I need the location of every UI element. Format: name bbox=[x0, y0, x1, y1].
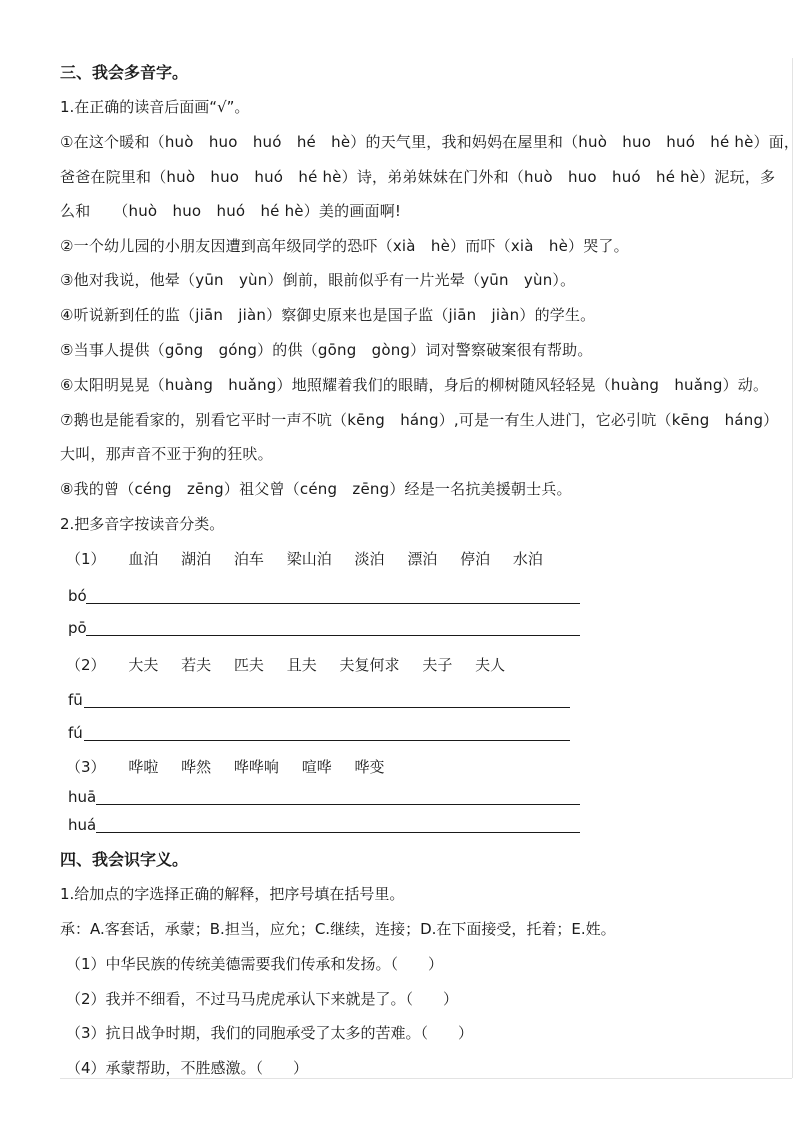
word-group-3 bbox=[66, 756, 403, 778]
word: 湖泊 bbox=[181, 550, 212, 568]
definitions: 承：A.客套话，承蒙；B.担当，应允；C.继续，连接；D.在下面接受，托着；E.姓。 bbox=[60, 920, 616, 938]
section3-q1-title: 1.在正确的读音后面画“√”。 bbox=[60, 98, 250, 116]
reading-label: fū bbox=[68, 691, 83, 709]
section3-q1-line: ⑤当事人提供（gōng góng）的供（gōng gòng）词对警察破案很有帮助。 bbox=[60, 341, 593, 359]
answer-line[interactable] bbox=[84, 707, 570, 708]
word: 夫人 bbox=[475, 656, 506, 674]
word: 夫复何求 bbox=[339, 656, 400, 674]
word: 血泊 bbox=[128, 550, 159, 568]
group-label: （2） bbox=[66, 656, 106, 674]
section3-heading: 三、我会多音字。 bbox=[60, 63, 189, 82]
word-group-1 bbox=[66, 548, 561, 570]
section3-q1-line: ①在这个暖和（huò huo huó hé hè）的天气里，我和妈妈在屋里和（huò huo huó hé hè）面， bbox=[60, 133, 800, 151]
reading-label: huá bbox=[68, 816, 97, 834]
word: 停泊 bbox=[460, 550, 491, 568]
word: 且夫 bbox=[286, 656, 317, 674]
word: 哗然 bbox=[181, 758, 212, 776]
word: 哗变 bbox=[354, 758, 385, 776]
answer-line[interactable] bbox=[86, 603, 580, 604]
section3-q1-line: 么和 （huò huo huó hé hè）美的画面啊! bbox=[60, 202, 402, 220]
section3-q1-line: ②一个幼儿园的小朋友因遭到高年级同学的恐吓（xià hè）而吓（xià hè）哭了。 bbox=[60, 237, 629, 255]
section3-q1-line: 大叫，那声音不亚于狗的狂吠。 bbox=[60, 445, 273, 463]
section3-q2-title: 2.把多音字按读音分类。 bbox=[60, 515, 225, 533]
answer-line[interactable] bbox=[96, 804, 580, 805]
answer-line[interactable] bbox=[84, 740, 570, 741]
word: 水泊 bbox=[512, 550, 543, 568]
word: 哗啦 bbox=[128, 758, 159, 776]
group-label: （1） bbox=[66, 550, 106, 568]
question-item: （3）抗日战争时期，我们的同胞承受了太多的苦难。（ ） bbox=[66, 1024, 474, 1042]
answer-line[interactable] bbox=[96, 832, 580, 833]
word: 淡泊 bbox=[354, 550, 385, 568]
word: 若夫 bbox=[181, 656, 212, 674]
section3-q1-line: ④听说新到任的监（jiān jiàn）察御史原来也是国子监（jiān jiàn）的学生。 bbox=[60, 306, 596, 324]
word: 哗哗响 bbox=[233, 758, 279, 776]
question-item: （4）承蒙帮助，不胜感激。（ ） bbox=[66, 1059, 309, 1077]
answer-line[interactable] bbox=[86, 635, 580, 636]
word: 匹夫 bbox=[233, 656, 264, 674]
section3-q1-line: ⑧我的曾（céng zēng）祖父曾（céng zēng）经是一名抗美援朝士兵。 bbox=[60, 480, 572, 498]
question-item: （1）中华民族的传统美德需要我们传承和发扬。（ ） bbox=[66, 955, 444, 973]
word: 夫子 bbox=[422, 656, 453, 674]
word: 漂泊 bbox=[407, 550, 438, 568]
question-item: （2）我并不细看，不过马马虎虎承认下来就是了。（ ） bbox=[66, 990, 459, 1008]
section3-q1-line: ③他对我说，他晕（yūn yùn）倒前，眼前似乎有一片光晕（yūn yùn）。 bbox=[60, 271, 576, 289]
word-group-2 bbox=[66, 654, 523, 676]
word: 梁山泊 bbox=[286, 550, 332, 568]
word: 大夫 bbox=[128, 656, 159, 674]
reading-label: fú bbox=[68, 724, 83, 742]
word: 喧哗 bbox=[301, 758, 332, 776]
page-edge-right bbox=[792, 58, 793, 1078]
group-label: （3） bbox=[66, 758, 106, 776]
section4-q1-title: 1.给加点的字选择正确的解释，把序号填在括号里。 bbox=[60, 885, 405, 903]
section3-q1-line: ⑦鹅也是能看家的，别看它平时一声不吭（kēng háng）,可是一有生人进门，它必引吭（kēng háng） bbox=[60, 411, 779, 429]
reading-label: pō bbox=[68, 619, 87, 637]
reading-label: huā bbox=[68, 788, 97, 806]
section3-q1-line: ⑥太阳明晃晃（huàng huǎng）地照耀着我们的眼睛，身后的柳树随风轻轻晃（huàng huǎng）动。 bbox=[60, 376, 769, 394]
reading-label: bó bbox=[68, 587, 87, 605]
section3-q1-line: 爸爸在院里和（huò huo huó hé hè）诗，弟弟妹妹在门外和（huò huo huó hé hè）泥玩，多 bbox=[60, 168, 776, 186]
word: 泊车 bbox=[233, 550, 264, 568]
section4-heading: 四、我会识字义。 bbox=[60, 850, 189, 869]
